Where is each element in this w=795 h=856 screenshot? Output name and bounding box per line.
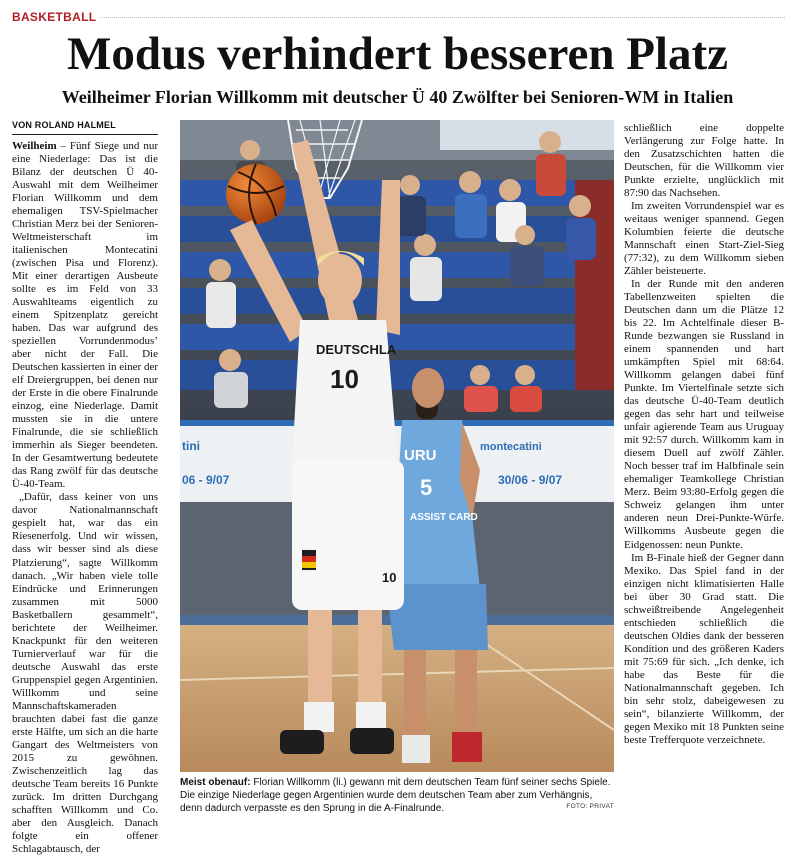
paragraph: schließlich eine doppelte Verlängerung zur Folge hatte. In den Zusatzschichten hatten die Deutschen, für die Willkomm vier Punkte erzielte, unglücklich mit 87:90 das Nachsehen. <box>624 122 784 200</box>
photo-credit: FOTO: PRIVAT <box>566 803 614 810</box>
subheadline: Weilheimer Florian Willkomm mit deutscher Ü 40 Zwölfter bei Senioren-WM in Italien <box>61 87 734 107</box>
banner-right-dates: 30/06 - 9/07 <box>498 473 563 487</box>
basketball-photo-illustration <box>180 120 614 772</box>
caption-lead: Meist obenauf: <box>180 777 251 788</box>
banner-left-text: tini <box>182 439 200 453</box>
headline: Modus verhindert besseren Platz <box>67 28 728 80</box>
byline: VON ROLAND HALMEL <box>12 120 158 135</box>
article-photo <box>180 120 614 772</box>
paragraph: In der Runde mit den anderen Tabellenzweiten spielten die Deutschen dann um die Plätze 12 bis 22. Im Achtelfinale dieser B-Runde bezwangen sie Russland in einem spannenden und hart umkämpften Spiel mit 68:64. Willkomm gelangen dabei fünf Punkte. Im Viertelfinale setzte sich das deutsche Ü-40-Team deutlich gegen das sehr hart und teilweise unfair agierende Team aus Uruguay mit 92:57 durch. Willkomm kam in diesem Duell auf zwölf Zähler. Noch besser traf im Halbfinale sein ehemaliger Teamkollege Christian Merz. Beim 93:80-Erfolg gegen die Schweiz gelangen ihm unter anderen neun Drei-Punkte-Würfe. Willkomms Ausbeute gegen die Eidgenossen: neun Punkte. <box>624 278 784 551</box>
blue-jersey-number: 5 <box>420 475 433 500</box>
paragraph: Im zweiten Vorrundenspiel war es weitaus weniger spannend. Gegen Kolumbien feierte die deutsche Mannschaft einen Start-Ziel-Sieg (77:32), zu dem Willkomm sieben Zähler beisteuerte. <box>624 200 784 278</box>
white-jersey-text: DEUTSCHLA <box>316 342 397 357</box>
banner-left-dates: 06 - 9/07 <box>182 473 230 487</box>
caption-text: Florian Willkomm (li.) gewann mit dem deutschen Team fünf seiner sechs Spiele. Die einzige Niederlage gegen Argentinien wurde dem deutschen Team aber zum Verhängnis, denn dadurch verpasste es den Sprung in die A-Finalrunde. <box>180 777 611 814</box>
blue-jersey-sponsor: ASSIST CARD <box>410 512 478 523</box>
section-rubric: BASKETBALL <box>12 10 97 24</box>
white-jersey-number: 10 <box>330 364 359 394</box>
rubric-divider <box>100 17 785 18</box>
article-column-3 <box>624 122 784 814</box>
paragraph <box>12 140 158 491</box>
article-column-1 <box>12 140 158 855</box>
paragraph: „Dafür, dass keiner von uns davor Nationalmannschaft gespielt hat, war das ein Riesenerfolg. Und wir wissen, dass wir besser sind als diese Platzierung“, sagte Willkomm danach. „Wir haben viele tolle Eindrücke und Erinnerungen zusammen mit 5000 Basketballern gesammelt“, berichtete der Weilheimer. Knackpunkt für den weiteren Turnierverlauf war für die deutsche Auswahl das erste Gruppenspiel gegen Argentinien. Willkomm und seine Mannschaftskameraden brauchten dabei fast die ganze erste Hälfte, um sich an die harte Gangart des Weltmeisters von 2015 zu gewöhnen. Zwischenzeitlich lag das deutsche Team bereits 16 Punkte zurück. Im dritten Durchgang schafften Willkomm und Co. aber den Ausgleich. Danach folgte ein offener Schlagabtausch, der <box>12 491 158 855</box>
paragraph-text: – Fünf Siege und nur eine Niederlage: Das ist die Bilanz der deutschen Ü 40-Auswahl mit dem Weilheimer Florian Willkomm und dem ehemaligen TSV-Spielmacher Christian Merz bei der Senioren-Weltmeisterschaft im italienischen Montecatini (zwischen Pisa und Florenz). Mit einer derartigen Ausbeute sollte es im Feld von 33 Auswahlteams eigentlich zu einem Spitzenplatz gereicht haben. Das war aufgrund des speziellen Vorrundenmodus’ aber nicht der Fall. Die Deutschen kassierten in einer der elf Dreiergruppen, bei denen nur der Erste in die obere Finalrunde einzog, eine Niederlage. Damit mussten sie in die untere Finalrunde, die sie schließlich immerhin als Sieger beendeten. In der Gesamtwertung bedeutete das Rang zwölf für das deutsche Ü-40-Team. <box>12 140 158 491</box>
white-shorts-number: 10 <box>382 570 397 585</box>
blue-jersey-text: URU <box>404 447 437 464</box>
banner-right-text: montecatini <box>480 441 542 453</box>
paragraph: Im B-Finale hieß der Gegner dann Mexiko. Das Spiel fand in der einzigen nicht klimatisierten Halle bei über 30 Grad statt. Die schweißtreibende Angelegenheit entschieden schließlich die deutschen Oldies dank der besseren Kondition und des größeren Kaders mit 75:69 für sich. „Ich denke, ich habe das Beste für die Nationalmannschaft gegeben. Ich bin sehr stolz, dabeigewesen zu sein“, bilanzierte Willkomm, der gegen Mexiko mit 18 Punkten seine beste Trefferquote verzeichnete. <box>624 551 784 746</box>
dateline: Weilheim <box>12 140 57 152</box>
photo-caption <box>180 776 614 815</box>
